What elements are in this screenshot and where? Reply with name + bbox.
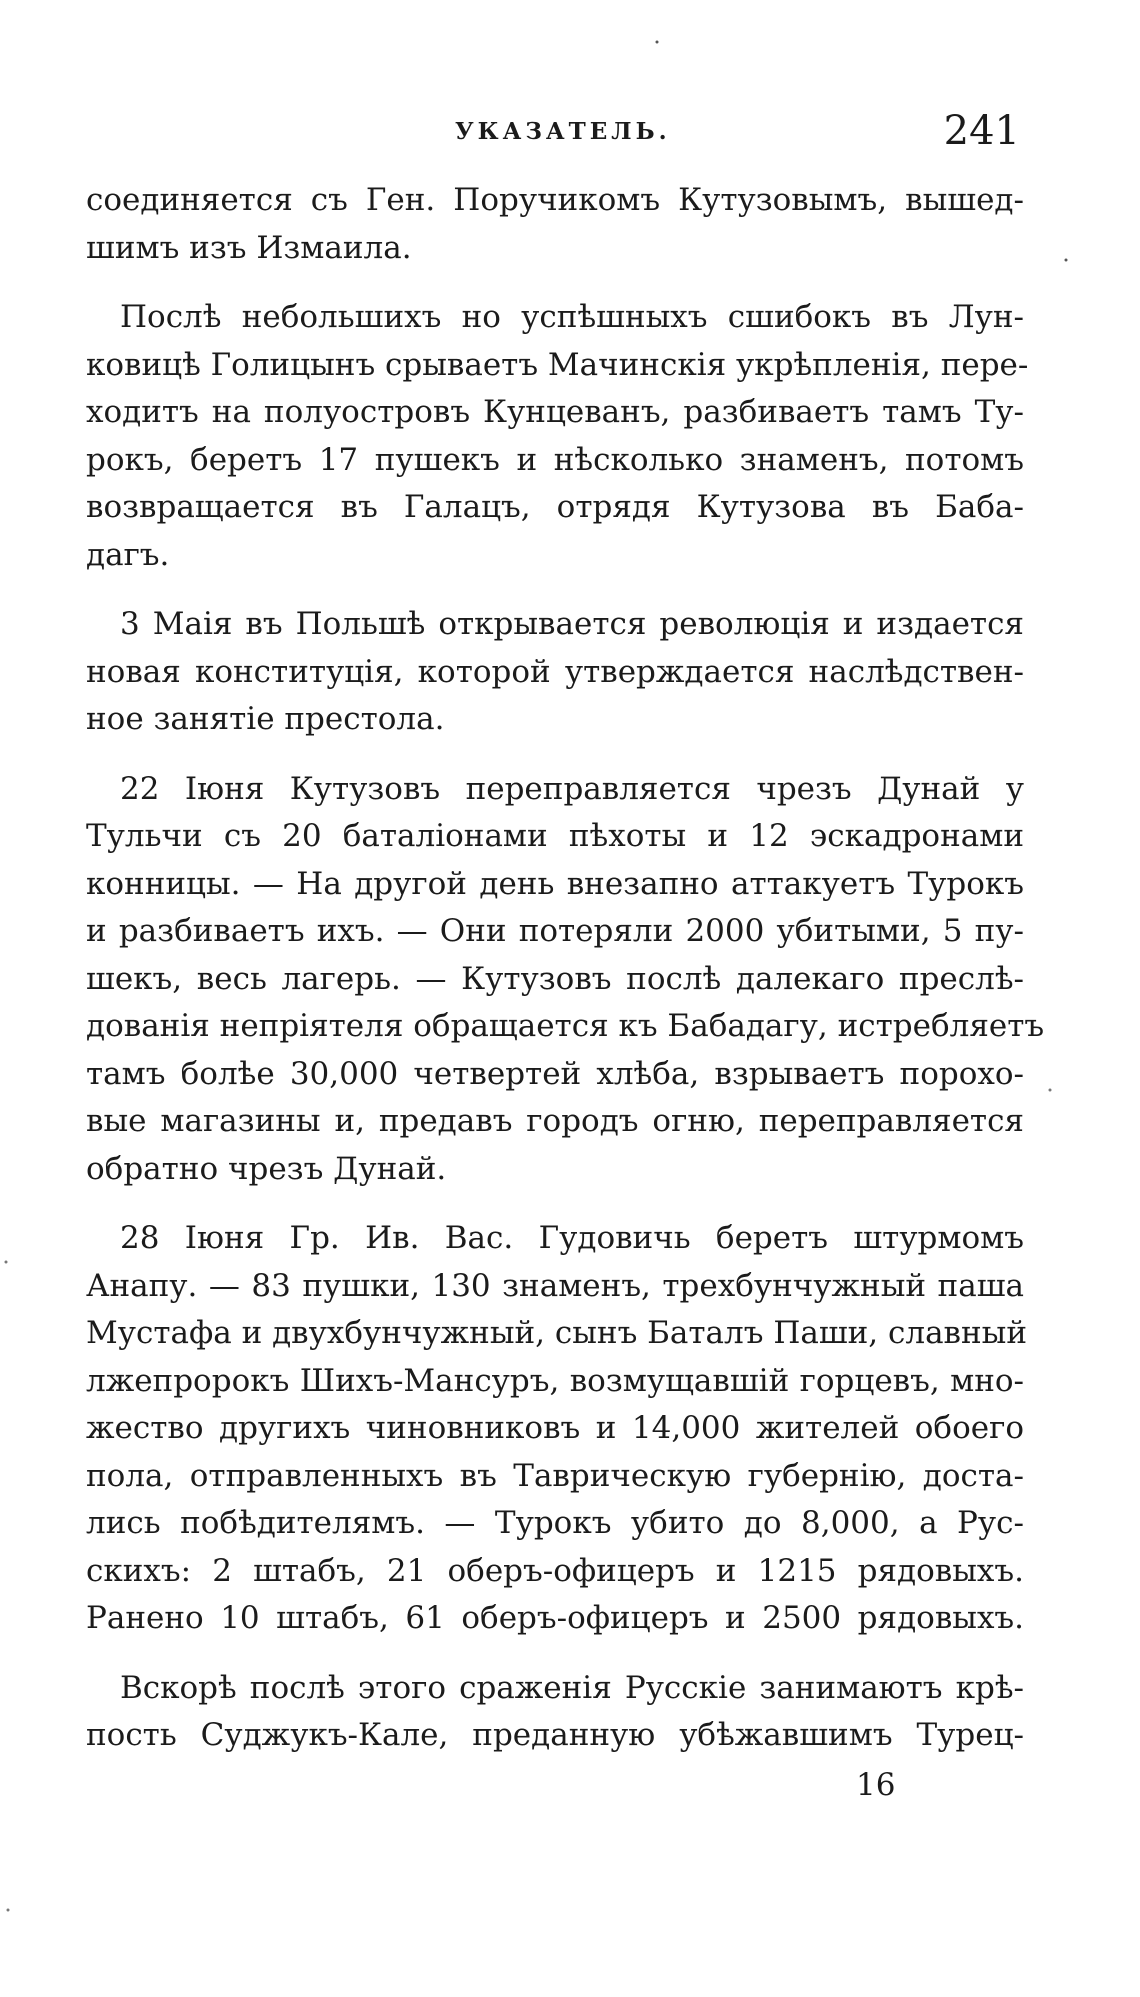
text-line: пола, отправленныхъ въ Таврическую губернію, доста- [86, 1457, 1024, 1494]
running-head-title: УКАЗАТЕЛЬ. [455, 118, 671, 145]
text-line: шекъ, весь лагерь. — Кутузовъ послѣ далекаго преслѣ- [86, 960, 1024, 997]
text-line: ходитъ на полуостровъ Кунцеванъ, разбиваетъ тамъ Ту- [86, 394, 1024, 430]
text-line: конницы. — На другой день внезапно аттакуетъ Турокъ [86, 865, 1024, 902]
text-line: жество другихъ чиновниковъ и 14,000 жителей обоего [86, 1410, 1024, 1446]
paragraph [86, 1215, 1028, 1643]
text-line: дагъ. [86, 536, 170, 573]
signature-mark: 16 [856, 1767, 896, 1803]
text-line: новая конституція, которой утверждается наслѣдствен- [86, 653, 1024, 690]
text-line: лжепророкъ Шихъ-Мансуръ, возмущавшій горцевъ, мно- [86, 1362, 1024, 1399]
text-line: Тульчи съ 20 баталіонами пѣхоты и 12 эскадронами [86, 818, 1024, 854]
body-text [86, 177, 1045, 1782]
text-line: лись побѣдителямъ. — Турокъ убито до 8,000, а Рус- [86, 1505, 1024, 1541]
scan-speck [5, 1261, 8, 1264]
paragraph [86, 766, 1045, 1194]
text-line: тамъ болѣе 30,000 четвертей хлѣба, взрываетъ порохо- [86, 1055, 1024, 1092]
paragraph [86, 177, 1024, 272]
text-line: Вскорѣ послѣ этого сраженія Русскіе занимаютъ крѣ- [120, 1669, 1024, 1706]
scan-speck [7, 1909, 10, 1912]
text-line: 22 Іюня Кутузовъ переправляется чрезъ Дунай у [120, 770, 1024, 807]
text-line: Анапу. — 83 пушки, 130 знаменъ, трехбунчужный паша [86, 1267, 1024, 1304]
scan-speck [1049, 1089, 1052, 1092]
text-line: рокъ, беретъ 17 пушекъ и нѣсколько знаменъ, потомъ [86, 441, 1024, 478]
text-line: 28 Іюня Гр. Ив. Вас. Гудовичь беретъ штурмомъ [120, 1220, 1024, 1256]
text-line: пость Суджукъ-Кале, преданную убѣжавшимъ Турец- [86, 1717, 1024, 1753]
text-line: вые магазины и, предавъ городъ огню, переправляется [86, 1103, 1024, 1139]
scan-speck [1065, 259, 1068, 262]
text-line: ное занятіе престола. [86, 701, 445, 737]
text-line: соединяется съ Ген. Поручикомъ Кутузовымъ, вышед- [86, 182, 1024, 218]
text-line: ковицѣ Голицынъ срываетъ Мачинскія укрѣпленія, пере- [86, 346, 1029, 383]
paragraph [86, 1665, 1024, 1760]
text-line: шимъ изъ Измаила. [86, 229, 412, 266]
text-line: Послѣ небольшихъ но успѣшныхъ сшибокъ въ Лун- [120, 299, 1024, 335]
text-line: Ранено 10 штабъ, 61 оберъ-офицеръ и 2500 рядовыхъ. [86, 1600, 1024, 1636]
text-line: Мустафа и двухбунчужный, сынъ Баталъ Паши, славный [86, 1315, 1028, 1351]
text-line: скихъ: 2 штабъ, 21 оберъ-офицеръ и 1215 рядовыхъ. [86, 1552, 1024, 1589]
page-number: 241 [943, 108, 1020, 154]
text-line: 3 Маія въ Польшѣ открывается революція и издается [120, 606, 1024, 642]
paragraph [86, 601, 1024, 744]
paragraph [86, 294, 1029, 579]
text-line: обратно чрезъ Дунай. [86, 1150, 447, 1187]
text-line: возвращается въ Галацъ, отрядя Кутузова въ Баба- [86, 489, 1024, 525]
running-head [88, 108, 1020, 168]
scan-speck [656, 41, 659, 44]
text-line: и разбиваетъ ихъ. — Они потеряли 2000 убитыми, 5 пу- [86, 913, 1024, 949]
text-line: дованія непріятеля обращается къ Бабадагу, истребляетъ [86, 1008, 1045, 1044]
